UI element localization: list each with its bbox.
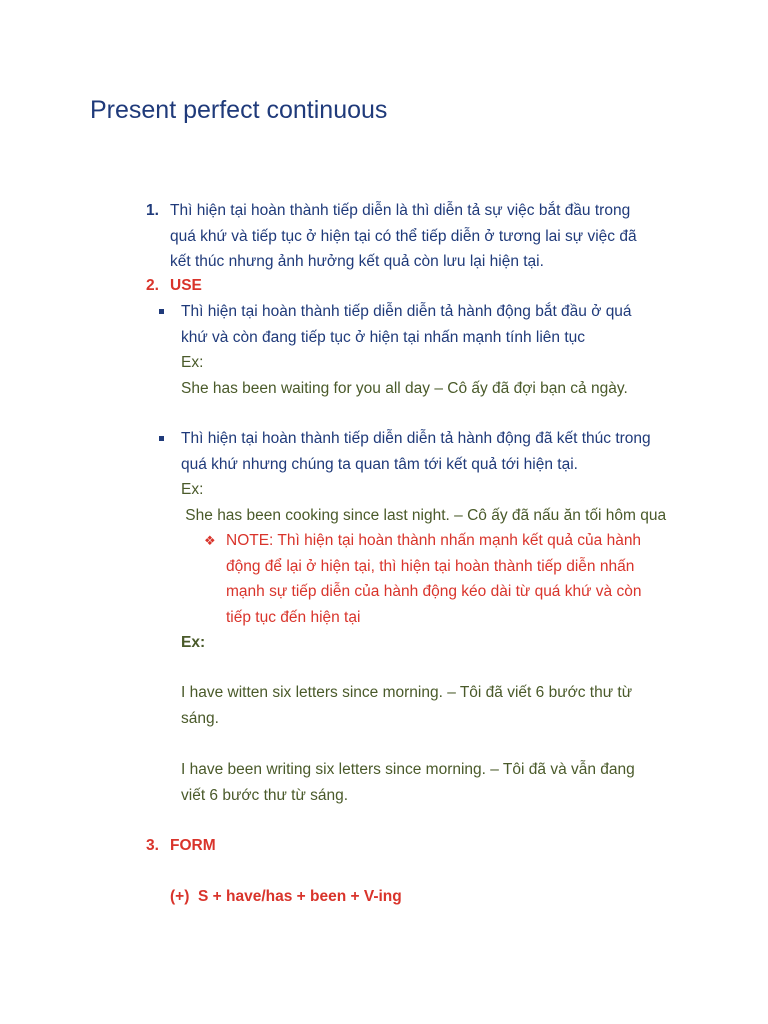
example-b-line-2: viết 6 bước thư từ sáng. <box>181 786 349 804</box>
note-line-4: tiếp tục đến hiện tại <box>226 608 361 626</box>
bullet1-ex-label: Ex: <box>181 354 204 371</box>
bullet2-ex-label: Ex: <box>181 481 204 498</box>
ex-label-bold: Ex: <box>181 634 206 651</box>
example-a-line-2: sáng. <box>181 709 219 727</box>
use-heading: USE <box>170 277 202 294</box>
note-line-3: mạnh sự tiếp diễn của hành động kéo dài từ quá khứ và còn <box>226 583 642 600</box>
bullet1-line-1: Thì hiện tại hoàn thành tiếp diễn diễn tả hành động bắt đầu ở quá <box>181 303 632 320</box>
square-bullet-icon <box>159 309 164 314</box>
list-number-1: 1. <box>146 202 159 219</box>
page-title: Present perfect continuous <box>90 96 388 124</box>
list-number-2: 2. <box>146 277 159 294</box>
note-line-2: động để lại ở hiện tại, thì hiện tại hoàn thành tiếp diễn nhấn <box>226 557 635 575</box>
form-heading: FORM <box>170 837 216 854</box>
section1-line-1: Thì hiện tại hoàn thành tiếp diễn là thì diễn tả sự việc bắt đầu trong <box>170 202 631 219</box>
section1-line-3: kết thúc nhưng ảnh hưởng kết quả còn lưu lại hiện tại. <box>170 253 544 270</box>
example-a-line-1: I have witten six letters since morning. – Tôi đã viết 6 bước thư từ <box>181 684 633 701</box>
diamond-bullet-icon: ❖ <box>204 533 216 548</box>
square-bullet-icon <box>159 436 164 441</box>
section1-line-2: quá khứ và tiếp tục ở hiện tại có thể tiếp diễn ở tương lai sự việc đã <box>170 227 637 245</box>
bullet1-example: She has been waiting for you all day – Cô ấy đã đợi bạn cả ngày. <box>181 380 628 397</box>
bullet2-line-1: Thì hiện tại hoàn thành tiếp diễn diễn tả hành động đã kết thúc trong <box>181 430 651 447</box>
bullet1-line-2: khứ và còn đang tiếp tục ở hiện tại nhấn mạnh tính liên tục <box>181 328 585 346</box>
list-number-3: 3. <box>146 837 159 854</box>
bullet2-line-2: quá khứ nhưng chúng ta quan tâm tới kết quả tới hiện tại. <box>181 455 578 473</box>
example-b-line-1: I have been writing six letters since morning. – Tôi đã và vẫn đang <box>181 761 635 778</box>
bullet2-example: She has been cooking since last night. – Cô ấy đã nấu ăn tối hôm qua <box>181 507 667 524</box>
note-line-1: NOTE: Thì hiện tại hoàn thành nhấn mạnh kết quả của hành <box>226 532 642 549</box>
form-formula: (+) S + have/has + been + V-ing <box>170 888 402 905</box>
